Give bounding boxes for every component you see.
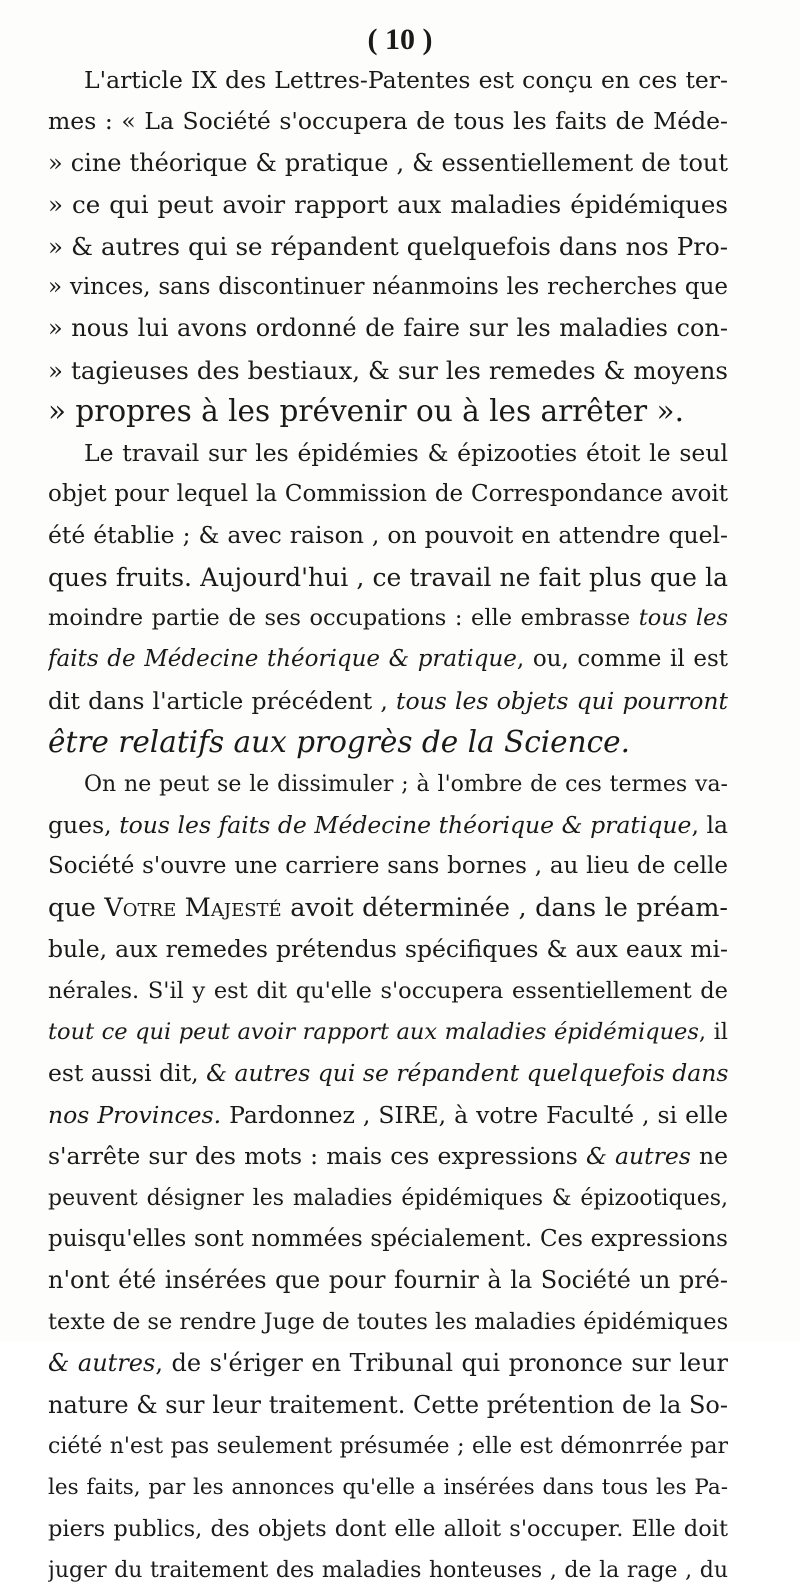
- text-run: moindre partie de ses occupations : elle embrasse: [48, 605, 639, 632]
- text-line: [48, 350, 728, 391]
- text-run: objet pour lequel la Commission de Correspondance avoit: [48, 480, 728, 507]
- text-run: Société s'ouvre une carriere sans bornes , au lieu de celle: [48, 853, 728, 880]
- text-run: que: [48, 892, 105, 923]
- text-run: piers publics, des objets dont elle alloit s'occuper. Elle doit: [48, 1515, 728, 1542]
- text-line: [48, 1467, 728, 1508]
- text-line: [48, 1053, 728, 1094]
- text-line: [48, 1385, 728, 1426]
- text-run: Pardonnez , SIRE, à votre Faculté , si elle: [221, 1100, 728, 1129]
- text-line: [48, 722, 728, 763]
- text-line: [48, 1178, 728, 1219]
- italic-text: nos Provinces.: [48, 1100, 222, 1129]
- text-run: , il: [698, 1018, 728, 1045]
- text-line: [48, 1095, 728, 1136]
- text-line: [48, 1509, 728, 1550]
- italic-text: faits de Médecine théorique & pratique: [48, 646, 517, 673]
- text-line: [48, 267, 728, 308]
- text-line: [48, 681, 728, 722]
- text-line: [48, 308, 728, 349]
- text-line: [48, 474, 728, 515]
- text-run: nérales. S'il y est dit qu'elle s'occupera essentiellement de: [48, 977, 728, 1004]
- text-line: [48, 1219, 728, 1260]
- text-line: [48, 1550, 728, 1591]
- text-line: [48, 846, 728, 887]
- text-line: [48, 764, 728, 805]
- text-run: ques fruits. Aujourd'hui , ce travail ne fait plus que la: [48, 562, 728, 592]
- text-line: [48, 1136, 728, 1177]
- text-run: dit dans l'article précédent ,: [48, 686, 397, 715]
- text-run: gues,: [48, 811, 120, 840]
- text-run: » vinces, sans discontinuer néanmoins les recherches que: [48, 273, 728, 300]
- text-run: L'article IX des Lettres-Patentes est conçu en ces ter-: [84, 66, 728, 94]
- text-run: » cine théorique & pratique , & essentiellement de tout: [48, 148, 728, 177]
- text-run: n'ont été insérées que pour fournir à la Société un pré-: [48, 1266, 728, 1295]
- italic-text: tout ce qui peut avoir rapport aux maladies épidémiques: [48, 1018, 699, 1045]
- text-line: [48, 557, 728, 598]
- body-text: [48, 60, 728, 1591]
- italic-text: & autres: [585, 1142, 691, 1171]
- text-run: » ce qui peut avoir rapport aux maladies épidémiques: [48, 190, 728, 220]
- text-run: » propres à les prévenir ou à les arrêter ».: [48, 394, 684, 429]
- text-line: [48, 60, 728, 101]
- text-run: texte de se rendre Juge de toutes les maladies épidémiques: [48, 1308, 728, 1335]
- text-line: [48, 1343, 728, 1384]
- text-line: [48, 515, 728, 556]
- text-line: [48, 929, 728, 970]
- text-run: , ou, comme il est: [516, 646, 728, 673]
- text-line: [48, 598, 728, 639]
- text-run: » nous lui avons ordonné de faire sur les maladies con-: [48, 314, 728, 343]
- small-caps-text: Votre Majesté: [104, 892, 282, 923]
- text-line: [48, 639, 728, 680]
- text-line: [48, 971, 728, 1012]
- text-line: [48, 1302, 728, 1343]
- text-line: [48, 805, 728, 846]
- text-line: [48, 143, 728, 184]
- text-line: [48, 433, 728, 474]
- italic-text: tous les objets qui pourront: [396, 686, 728, 715]
- text-run: » & autres qui se répandent quelquefois dans nos Pro-: [48, 231, 728, 261]
- italic-text: tous les faits de Médecine théorique & pratique: [119, 811, 692, 840]
- text-run: été établie ; & avec raison , on pouvoit en attendre quel-: [48, 521, 728, 550]
- italic-text: & autres qui se répandent quelquefois dans: [206, 1059, 728, 1088]
- text-run: juger du traitement des maladies honteuses , de la rage , du: [48, 1558, 728, 1584]
- italic-text: tous les: [638, 605, 728, 632]
- text-run: bule, aux remedes prétendus spécifiques & aux eaux mi-: [48, 935, 728, 964]
- text-run: nature & sur leur traitement. Cette prétention de la So-: [48, 1390, 728, 1419]
- text-run: est aussi dit,: [48, 1059, 207, 1088]
- text-run: ne: [690, 1142, 728, 1171]
- text-run: ciété n'est pas seulement présumée ; elle est démonrrée par: [48, 1433, 728, 1459]
- text-run: mes : « La Société s'occupera de tous les faits de Méde-: [48, 107, 728, 136]
- text-run: , la: [691, 811, 728, 840]
- text-run: s'arrête sur des mots : mais ces expressions: [48, 1142, 586, 1171]
- text-line: [48, 184, 728, 225]
- page-number: ( 10 ): [367, 23, 433, 56]
- text-line: [48, 226, 728, 267]
- text-line: [48, 888, 728, 929]
- text-run: peuvent désigner les maladies épidémiques & épizootiques,: [48, 1185, 728, 1211]
- text-line: [48, 101, 728, 142]
- text-run: , de s'ériger en Tribunal qui prononce sur leur: [155, 1349, 728, 1378]
- text-run: les faits, par les annonces qu'elle a insérées dans tous les Pa-: [48, 1475, 728, 1501]
- text-run: puisqu'elles sont nommées spécialement. Ces expressions: [48, 1225, 728, 1252]
- text-line: [48, 1426, 728, 1467]
- text-line: [48, 391, 728, 432]
- italic-text: être relatifs aux progrès de la Science.: [48, 725, 630, 760]
- text-run: » tagieuses des bestiaux, & sur les remedes & moyens: [48, 355, 728, 385]
- italic-text: & autres: [48, 1349, 156, 1378]
- text-run: On ne peut se le dissimuler ; à l'ombre de ces termes va-: [84, 771, 728, 797]
- text-run: Le travail sur les épidémies & épizooties étoit le seul: [84, 438, 728, 467]
- text-run: avoit déterminée , dans le préam-: [281, 892, 728, 923]
- text-line: [48, 1260, 728, 1301]
- text-line: [48, 1012, 728, 1053]
